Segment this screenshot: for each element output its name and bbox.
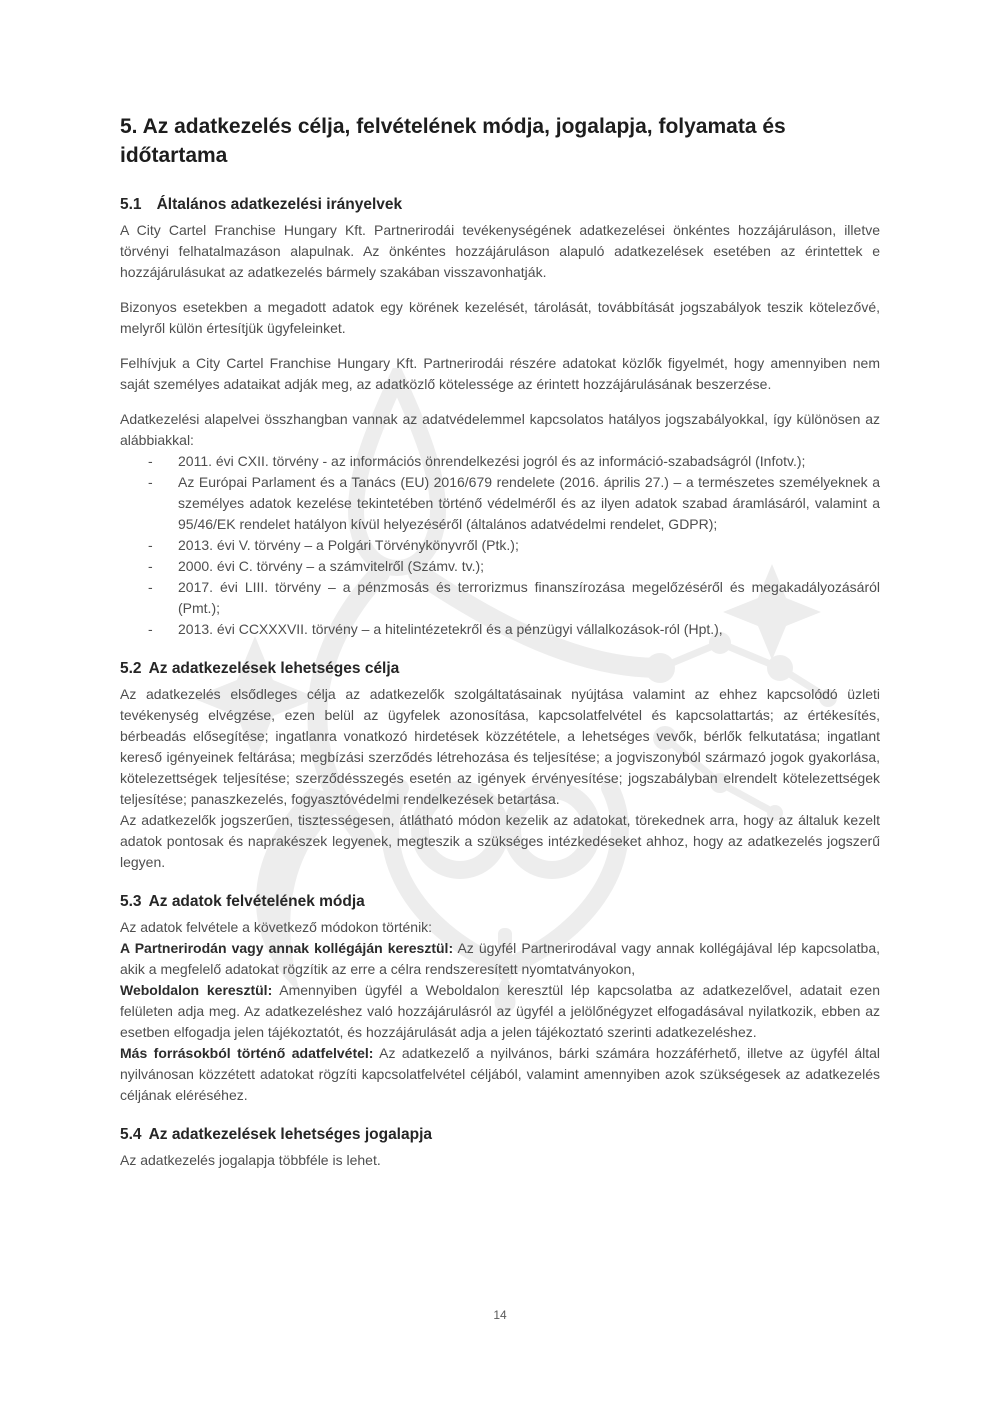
paragraph: Az adatkezelők jogszerűen, tisztességesen, átlátható módon kezelik az adatokat, törekednek arra, hogy az általuk kezelt adatok pontosak és naprakészek legyenek, megteszik a szükséges intézkedéseket ahhoz, hogy az adatkezelés jogszerű legyen. bbox=[120, 812, 880, 870]
section-heading-text: Az adatok felvételének módja bbox=[148, 893, 365, 910]
dash-marker: - bbox=[148, 579, 153, 595]
paragraph: Az adatok felvétele a következő módokon történik: bbox=[120, 919, 433, 935]
section-heading-5-2 bbox=[120, 658, 880, 680]
list-item-text: 2000. évi C. törvény – a számvitelről (Számv. tv.); bbox=[178, 558, 485, 574]
section-heading-5-4 bbox=[120, 1124, 880, 1146]
page-number: 14 bbox=[493, 1308, 507, 1322]
dash-marker: - bbox=[148, 453, 153, 469]
section-heading-text: Az adatkezelések lehetséges célja bbox=[148, 660, 400, 677]
section-heading-text: Az adatkezelések lehetséges jogalapja bbox=[148, 1126, 433, 1143]
list-item bbox=[120, 556, 880, 577]
paragraph: Bizonyos esetekben a megadott adatok egy körének kezelését, tárolását, továbbítását jogszabályok teszik kötelezővé, melyről külön értesítjük ügyfeleinket. bbox=[120, 299, 880, 336]
paragraph: Az adatkezelés jogalapja többféle is lehet. bbox=[120, 1152, 381, 1168]
run-in-text: Amennyiben ügyfél a Weboldalon keresztül lép kapcsolatba az adatkezelővel, adatait ezen felületen adja meg. Az adatkezeléshez való hozzájárulásról az ügyfél a jelölőnégyzet elfogadásával nyilatkozik, ebben az esetben elfogadja jelen tájékoztatót, és hozzájárulását adja a jelen tájékoztató szerinti adatkezeléshez. bbox=[120, 982, 880, 1040]
dash-marker: - bbox=[148, 558, 153, 574]
list-item-text: 2017. évi LIII. törvény – a pénzmosás és terrorizmus finanszírozása megelőzéséről és megakadályozásáról (Pmt.); bbox=[178, 579, 880, 616]
paragraph: Az adatkezelés elsődleges célja az adatkezelők szolgáltatásainak nyújtása valamint az ehhez kapcsolódó üzleti tevékenység elvégzése, ezen belül az ügyfelek azonosítása, kapcsolatfelvétel és kapcsolattartás; az értékesítés, bérbeadás elősegítése; ingatlanra vonatkozó hirdetések közzététele, a lehetséges vevők, bérlők felkutatása; ingatlant kereső igényeinek feltárása; megbízási szerződés létrehozása és teljesítése; a jogviszonyból származó jogok gyakorlása, kötelezettségek teljesítése; szerződésszegés esetén az igények érvényesítése; jogszabályban elrendelt kötelezettségek teljesítése; panaszkezelés, fogyasztóvédelmi rendelkezések betartása. bbox=[120, 686, 880, 807]
section-number: 5.1 bbox=[120, 196, 142, 213]
run-in-label: Weboldalon keresztül: bbox=[120, 982, 273, 998]
page-title-line-2: időtartama bbox=[120, 144, 228, 167]
paragraph bbox=[120, 980, 880, 1043]
list-item bbox=[120, 451, 880, 472]
section-number: 5.2 bbox=[120, 660, 142, 677]
paragraph: A City Cartel Franchise Hungary Kft. Partnerirodái tevékenységének adatkezelései önkéntes hozzájáruláson, illetve törvényi felhatalmazáson alapulnak. Az önkéntes hozzájáruláson alapuló adatkezelések esetében az érintettek e hozzájárulásukat az adatkezelés bármely szakában visszavonhatják. bbox=[120, 222, 880, 280]
paragraph bbox=[120, 938, 880, 980]
list-item bbox=[120, 577, 880, 619]
run-in-label: Más forrásokból történő adatfelvétel: bbox=[120, 1045, 374, 1061]
section-number: 5.4 bbox=[120, 1126, 142, 1143]
dash-marker: - bbox=[148, 474, 153, 490]
dash-marker: - bbox=[148, 621, 153, 637]
page-title-line-1: 5. Az adatkezelés célja, felvételének módja, jogalapja, folyamata és bbox=[120, 115, 786, 138]
law-list bbox=[120, 451, 880, 640]
section-heading-5-3 bbox=[120, 891, 880, 913]
list-item bbox=[120, 472, 880, 535]
list-item-text: Az Európai Parlament és a Tanács (EU) 2016/679 rendelete (2016. április 27.) – a természetes személyeknek a személyes adatok kezelése tekintetében történő védelméről és az ilyen adatok szabad áramlásáról, valamint a 95/46/EK rendelet hatályon kívül helyezéséről (általános adatvédelmi rendelet, GDPR); bbox=[178, 474, 880, 532]
section-heading-5-1 bbox=[120, 194, 880, 216]
section-number: 5.3 bbox=[120, 893, 142, 910]
list-item bbox=[120, 535, 880, 556]
run-in-text: Az adatkezelő a nyilvános, bárki számára hozzáférhető, illetve az ügyfél által nyilvánosan közzétett adatokat rögzíti kapcsolatfelvétel céljából, valamint amennyiben azok szükségesek az adatkezelés céljának eléréséhez. bbox=[120, 1045, 880, 1103]
run-in-text: Az ügyfél Partnerirodával vagy annak kollégájával lép kapcsolatba, akik a megfelelő adatokat rögzítik az erre a célra rendszeresített nyomtatványokon, bbox=[120, 940, 880, 977]
paragraph: Adatkezelési alapelvei összhangban vannak az adatvédelemmel kapcsolatos hatályos jogszabályokkal, így különösen az alábbiakkal: bbox=[120, 411, 880, 448]
paragraph: Felhívjuk a City Cartel Franchise Hungary Kft. Partnerirodái részére adatokat közlők figyelmét, hogy amennyiben nem saját személyes adataikat adják meg, az adatközlő kötelessége az érintett hozzájárulásának beszerzése. bbox=[120, 355, 880, 392]
list-item bbox=[120, 619, 880, 640]
paragraph bbox=[120, 1043, 880, 1106]
dash-marker: - bbox=[148, 537, 153, 553]
list-item-text: 2013. évi CCXXXVII. törvény – a hitelintézetekről és a pénzügyi vállalkozások-ról (Hpt.), bbox=[178, 621, 723, 637]
run-in-label: A Partnerirodán vagy annak kollégáján keresztül: bbox=[120, 940, 454, 956]
page-title bbox=[120, 112, 880, 170]
document-body bbox=[120, 112, 880, 1171]
section-heading-text: Általános adatkezelési irányelvek bbox=[156, 196, 403, 213]
list-item-text: 2011. évi CXII. törvény - az információs önrendelkezési jogról és az információ-szabadságról (Infotv.); bbox=[178, 453, 806, 469]
list-item-text: 2013. évi V. törvény – a Polgári Törvénykönyvről (Ptk.); bbox=[178, 537, 519, 553]
